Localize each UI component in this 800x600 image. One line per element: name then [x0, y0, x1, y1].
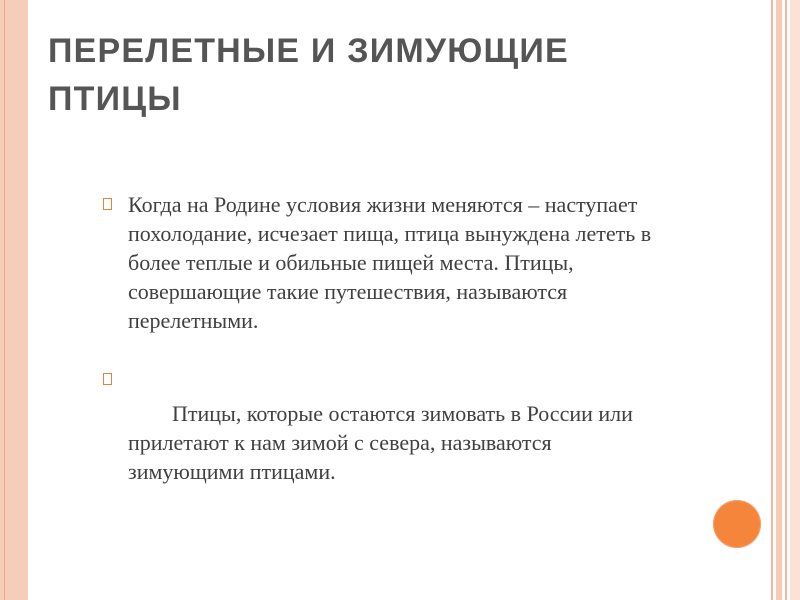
bullet-text-2: Птицы, которые остаются зимовать в России или прилетают к нам зимой с севера, называются зимующими птицами.	[128, 401, 639, 484]
left-frame-border	[0, 0, 28, 600]
bullet-item-2	[103, 341, 673, 515]
right-frame-line-a	[771, 0, 773, 600]
right-frame-border	[768, 0, 800, 600]
bullet-box-icon	[103, 198, 112, 210]
right-frame-line-d	[790, 0, 800, 600]
orange-circle-icon	[713, 500, 761, 548]
slide-title: ПЕРЕЛЕТНЫЕ И ЗИМУЮЩИЕ ПТИЦЫ	[48, 32, 569, 118]
bullet-box-icon	[103, 349, 112, 361]
right-frame-line-b	[776, 0, 782, 600]
bullet-text-1: Когда на Родине условия жизни меняются – наступает похолодание, исчезает пища, птица вынуждена лететь в более теплые и обильные пищей места. Птицы, совершающие такие путешествия, называются перелетными.	[128, 192, 652, 333]
bullet-list	[103, 190, 673, 521]
left-frame-line	[4, 0, 5, 600]
right-frame-line-c	[785, 0, 787, 600]
bullet-item-1	[103, 190, 673, 335]
